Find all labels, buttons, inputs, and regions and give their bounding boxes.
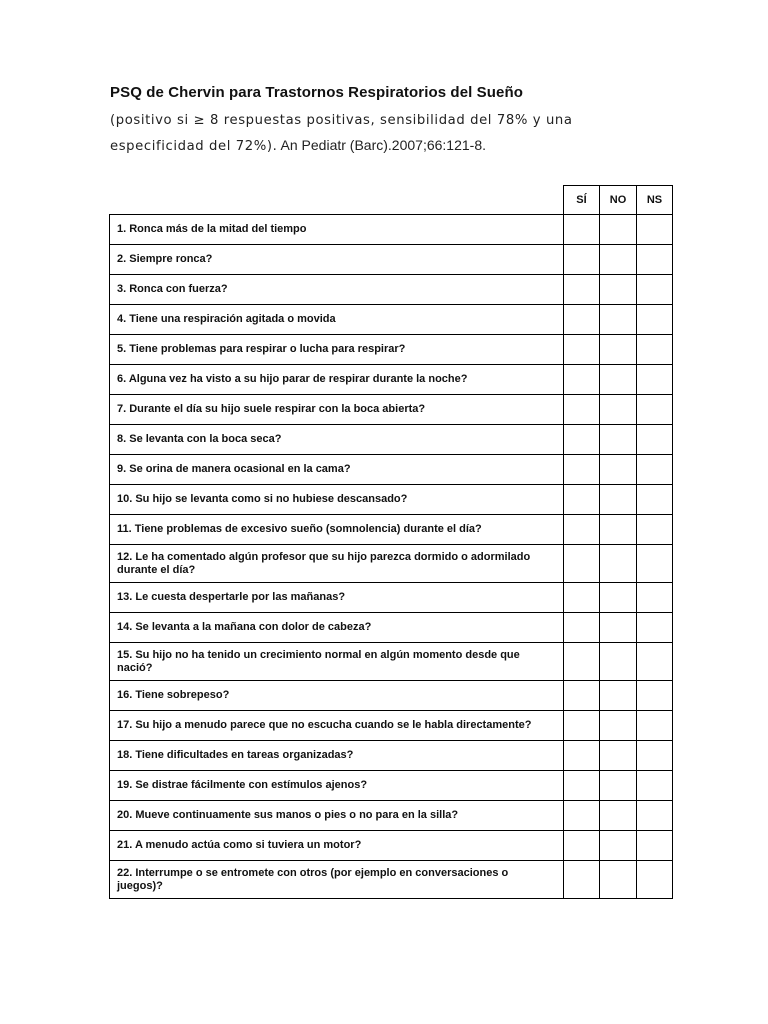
answer-box[interactable]: [600, 245, 636, 274]
question-text: 19. Se distrae fácilmente con estímulos ajenos?: [110, 771, 564, 801]
answer-cell-no[interactable]: [600, 711, 637, 741]
table-row: [110, 771, 673, 801]
table-row: [110, 485, 673, 515]
questionnaire-table: [109, 185, 673, 899]
answer-box[interactable]: [564, 545, 599, 582]
question-text: 17. Su hijo a menudo parece que no escucha cuando se le habla directamente?: [110, 711, 564, 741]
answer-cell-no[interactable]: [600, 485, 637, 515]
answer-cell-ns[interactable]: [637, 395, 673, 425]
answer-box[interactable]: [564, 245, 599, 274]
answer-box[interactable]: [637, 711, 672, 740]
answer-box[interactable]: [637, 335, 672, 364]
table-row: [110, 583, 673, 613]
answer-box[interactable]: [600, 485, 636, 514]
question-text: 3. Ronca con fuerza?: [110, 275, 564, 305]
answer-box[interactable]: [564, 741, 599, 770]
question-text: 13. Le cuesta despertarle por las mañanas?: [110, 583, 564, 613]
answer-cell-ns[interactable]: [637, 681, 673, 711]
table-row: [110, 545, 673, 583]
answer-box[interactable]: [564, 861, 599, 898]
answer-box[interactable]: [564, 831, 599, 860]
answer-cell-no[interactable]: [600, 771, 637, 801]
answer-box[interactable]: [600, 455, 636, 484]
answer-cell-si[interactable]: [564, 613, 600, 643]
question-text: 14. Se levanta a la mañana con dolor de cabeza?: [110, 613, 564, 643]
answer-box[interactable]: [564, 801, 599, 830]
table-row: [110, 861, 673, 899]
question-text: 7. Durante el día su hijo suele respirar con la boca abierta?: [110, 395, 564, 425]
question-text: 22. Interrumpe o se entromete con otros (por ejemplo en conversaciones o juegos)?: [110, 861, 564, 899]
table-header-row: [110, 186, 673, 215]
answer-box[interactable]: [637, 395, 672, 424]
answer-box[interactable]: [564, 643, 599, 680]
answer-cell-no[interactable]: [600, 681, 637, 711]
answer-box[interactable]: [564, 455, 599, 484]
question-text: 5. Tiene problemas para respirar o lucha para respirar?: [110, 335, 564, 365]
answer-box[interactable]: [600, 583, 636, 612]
table-row: [110, 801, 673, 831]
answer-box[interactable]: [637, 741, 672, 770]
document-title: PSQ de Chervin para Trastornos Respiratorios del Sueño: [110, 84, 524, 101]
answer-cell-si[interactable]: [564, 831, 600, 861]
answer-cell-si[interactable]: [564, 365, 600, 395]
answer-box[interactable]: [564, 515, 599, 544]
answer-cell-ns[interactable]: [637, 711, 673, 741]
answer-cell-no[interactable]: [600, 545, 637, 583]
answer-box[interactable]: [637, 681, 672, 710]
answer-cell-ns[interactable]: [637, 245, 673, 275]
answer-cell-no[interactable]: [600, 583, 637, 613]
answer-cell-no[interactable]: [600, 215, 637, 245]
answer-box[interactable]: [600, 801, 636, 830]
answer-box[interactable]: [564, 215, 599, 244]
answer-cell-ns[interactable]: [637, 485, 673, 515]
answer-box[interactable]: [564, 365, 599, 394]
answer-box[interactable]: [600, 305, 636, 334]
answer-box[interactable]: [600, 335, 636, 364]
answer-box[interactable]: [600, 515, 636, 544]
answer-box[interactable]: [637, 545, 672, 582]
table-row: [110, 335, 673, 365]
column-header-ns: NS: [637, 186, 673, 215]
answer-cell-si[interactable]: [564, 643, 600, 681]
table-row: [110, 425, 673, 455]
answer-box[interactable]: [600, 861, 636, 898]
question-text: 10. Su hijo se levanta como si no hubiese descansado?: [110, 485, 564, 515]
table-row: [110, 305, 673, 335]
answer-cell-no[interactable]: [600, 643, 637, 681]
answer-box[interactable]: [600, 831, 636, 860]
answer-cell-ns[interactable]: [637, 335, 673, 365]
table-row: [110, 245, 673, 275]
answer-cell-si[interactable]: [564, 395, 600, 425]
answer-box[interactable]: [637, 515, 672, 544]
criteria-text-line1: (positivo si ≥ 8 respuestas positivas, sensibilidad del 78% y una: [110, 113, 573, 128]
answer-cell-ns[interactable]: [637, 643, 673, 681]
answer-box[interactable]: [564, 681, 599, 710]
table-row: [110, 515, 673, 545]
question-text: 20. Mueve continuamente sus manos o pies o no para en la silla?: [110, 801, 564, 831]
answer-box[interactable]: [600, 771, 636, 800]
answer-cell-no[interactable]: [600, 245, 637, 275]
answer-cell-si[interactable]: [564, 711, 600, 741]
question-text: 21. A menudo actúa como si tuviera un motor?: [110, 831, 564, 861]
answer-cell-si[interactable]: [564, 245, 600, 275]
answer-box[interactable]: [600, 741, 636, 770]
answer-box[interactable]: [637, 485, 672, 514]
answer-box[interactable]: [600, 643, 636, 680]
table-row: [110, 711, 673, 741]
answer-cell-si[interactable]: [564, 515, 600, 545]
answer-cell-no[interactable]: [600, 275, 637, 305]
answer-cell-no[interactable]: [600, 335, 637, 365]
answer-cell-si[interactable]: [564, 275, 600, 305]
answer-box[interactable]: [600, 215, 636, 244]
answer-box[interactable]: [637, 643, 672, 680]
table-row: [110, 681, 673, 711]
answer-box[interactable]: [637, 455, 672, 484]
table-row: [110, 365, 673, 395]
criteria-text-line2: especificidad del 72%).: [110, 139, 278, 154]
answer-cell-ns[interactable]: [637, 275, 673, 305]
answer-box[interactable]: [637, 245, 672, 274]
question-text: 8. Se levanta con la boca seca?: [110, 425, 564, 455]
table-row: [110, 215, 673, 245]
answer-cell-ns[interactable]: [637, 583, 673, 613]
answer-box[interactable]: [564, 335, 599, 364]
answer-box[interactable]: [564, 613, 599, 642]
answer-cell-no[interactable]: [600, 425, 637, 455]
answer-cell-si[interactable]: [564, 801, 600, 831]
answer-cell-si[interactable]: [564, 215, 600, 245]
answer-box[interactable]: [637, 305, 672, 334]
header-blank-cell: [110, 186, 564, 215]
document-subtitle: [110, 107, 710, 159]
answer-box[interactable]: [637, 831, 672, 860]
question-text: 2. Siempre ronca?: [110, 245, 564, 275]
answer-cell-si[interactable]: [564, 455, 600, 485]
question-text: 1. Ronca más de la mitad del tiempo: [110, 215, 564, 245]
answer-cell-ns[interactable]: [637, 515, 673, 545]
answer-cell-ns[interactable]: [637, 545, 673, 583]
answer-cell-no[interactable]: [600, 455, 637, 485]
answer-cell-si[interactable]: [564, 485, 600, 515]
answer-box[interactable]: [600, 395, 636, 424]
answer-box[interactable]: [637, 771, 672, 800]
answer-box[interactable]: [637, 215, 672, 244]
answer-cell-ns[interactable]: [637, 215, 673, 245]
answer-cell-si[interactable]: [564, 681, 600, 711]
question-text: 16. Tiene sobrepeso?: [110, 681, 564, 711]
answer-cell-si[interactable]: [564, 771, 600, 801]
answer-box[interactable]: [600, 275, 636, 304]
answer-cell-no[interactable]: [600, 613, 637, 643]
column-header-si: SÍ: [564, 186, 600, 215]
question-text: 18. Tiene dificultades en tareas organizadas?: [110, 741, 564, 771]
answer-cell-ns[interactable]: [637, 613, 673, 643]
answer-box[interactable]: [600, 545, 636, 582]
answer-box[interactable]: [564, 583, 599, 612]
answer-box[interactable]: [600, 365, 636, 394]
answer-box[interactable]: [564, 485, 599, 514]
answer-cell-no[interactable]: [600, 741, 637, 771]
question-text: 9. Se orina de manera ocasional en la cama?: [110, 455, 564, 485]
citation-text: An Pediatr (Barc).2007;66:121-8.: [280, 137, 487, 153]
answer-cell-ns[interactable]: [637, 365, 673, 395]
answer-box[interactable]: [564, 711, 599, 740]
answer-cell-si[interactable]: [564, 545, 600, 583]
table-row: [110, 455, 673, 485]
table-row: [110, 643, 673, 681]
answer-cell-ns[interactable]: [637, 741, 673, 771]
question-text: 6. Alguna vez ha visto a su hijo parar de respirar durante la noche?: [110, 365, 564, 395]
answer-cell-si[interactable]: [564, 861, 600, 899]
answer-cell-ns[interactable]: [637, 771, 673, 801]
answer-box[interactable]: [637, 275, 672, 304]
answer-cell-no[interactable]: [600, 365, 637, 395]
answer-cell-ns[interactable]: [637, 425, 673, 455]
answer-cell-si[interactable]: [564, 335, 600, 365]
question-text: 15. Su hijo no ha tenido un crecimiento normal en algún momento desde que nació?: [110, 643, 564, 681]
answer-box[interactable]: [637, 801, 672, 830]
answer-box[interactable]: [564, 425, 599, 454]
document-header: [110, 82, 710, 159]
table-row: [110, 741, 673, 771]
answer-box[interactable]: [564, 771, 599, 800]
answer-box[interactable]: [600, 425, 636, 454]
answer-cell-ns[interactable]: [637, 831, 673, 861]
answer-cell-ns[interactable]: [637, 801, 673, 831]
table-row: [110, 395, 673, 425]
answer-cell-no[interactable]: [600, 515, 637, 545]
answer-cell-si[interactable]: [564, 583, 600, 613]
answer-cell-no[interactable]: [600, 801, 637, 831]
answer-cell-si[interactable]: [564, 741, 600, 771]
answer-box[interactable]: [637, 425, 672, 454]
answer-cell-si[interactable]: [564, 305, 600, 335]
answer-box[interactable]: [637, 583, 672, 612]
answer-box[interactable]: [637, 365, 672, 394]
answer-cell-si[interactable]: [564, 425, 600, 455]
answer-box[interactable]: [637, 861, 672, 898]
question-text: 4. Tiene una respiración agitada o movida: [110, 305, 564, 335]
answer-box[interactable]: [600, 681, 636, 710]
answer-box[interactable]: [600, 613, 636, 642]
table-row: [110, 613, 673, 643]
answer-cell-ns[interactable]: [637, 455, 673, 485]
answer-box[interactable]: [637, 613, 672, 642]
answer-cell-ns[interactable]: [637, 861, 673, 899]
answer-cell-no[interactable]: [600, 395, 637, 425]
answer-box[interactable]: [564, 305, 599, 334]
question-text: 11. Tiene problemas de excesivo sueño (somnolencia) durante el día?: [110, 515, 564, 545]
answer-cell-no[interactable]: [600, 305, 637, 335]
answer-box[interactable]: [600, 711, 636, 740]
answer-cell-no[interactable]: [600, 861, 637, 899]
answer-cell-ns[interactable]: [637, 305, 673, 335]
table-row: [110, 831, 673, 861]
answer-box[interactable]: [564, 275, 599, 304]
table-row: [110, 275, 673, 305]
question-text: 12. Le ha comentado algún profesor que su hijo parezca dormido o adormilado durante el día?: [110, 545, 564, 583]
answer-box[interactable]: [564, 395, 599, 424]
column-header-no: NO: [600, 186, 637, 215]
answer-cell-no[interactable]: [600, 831, 637, 861]
